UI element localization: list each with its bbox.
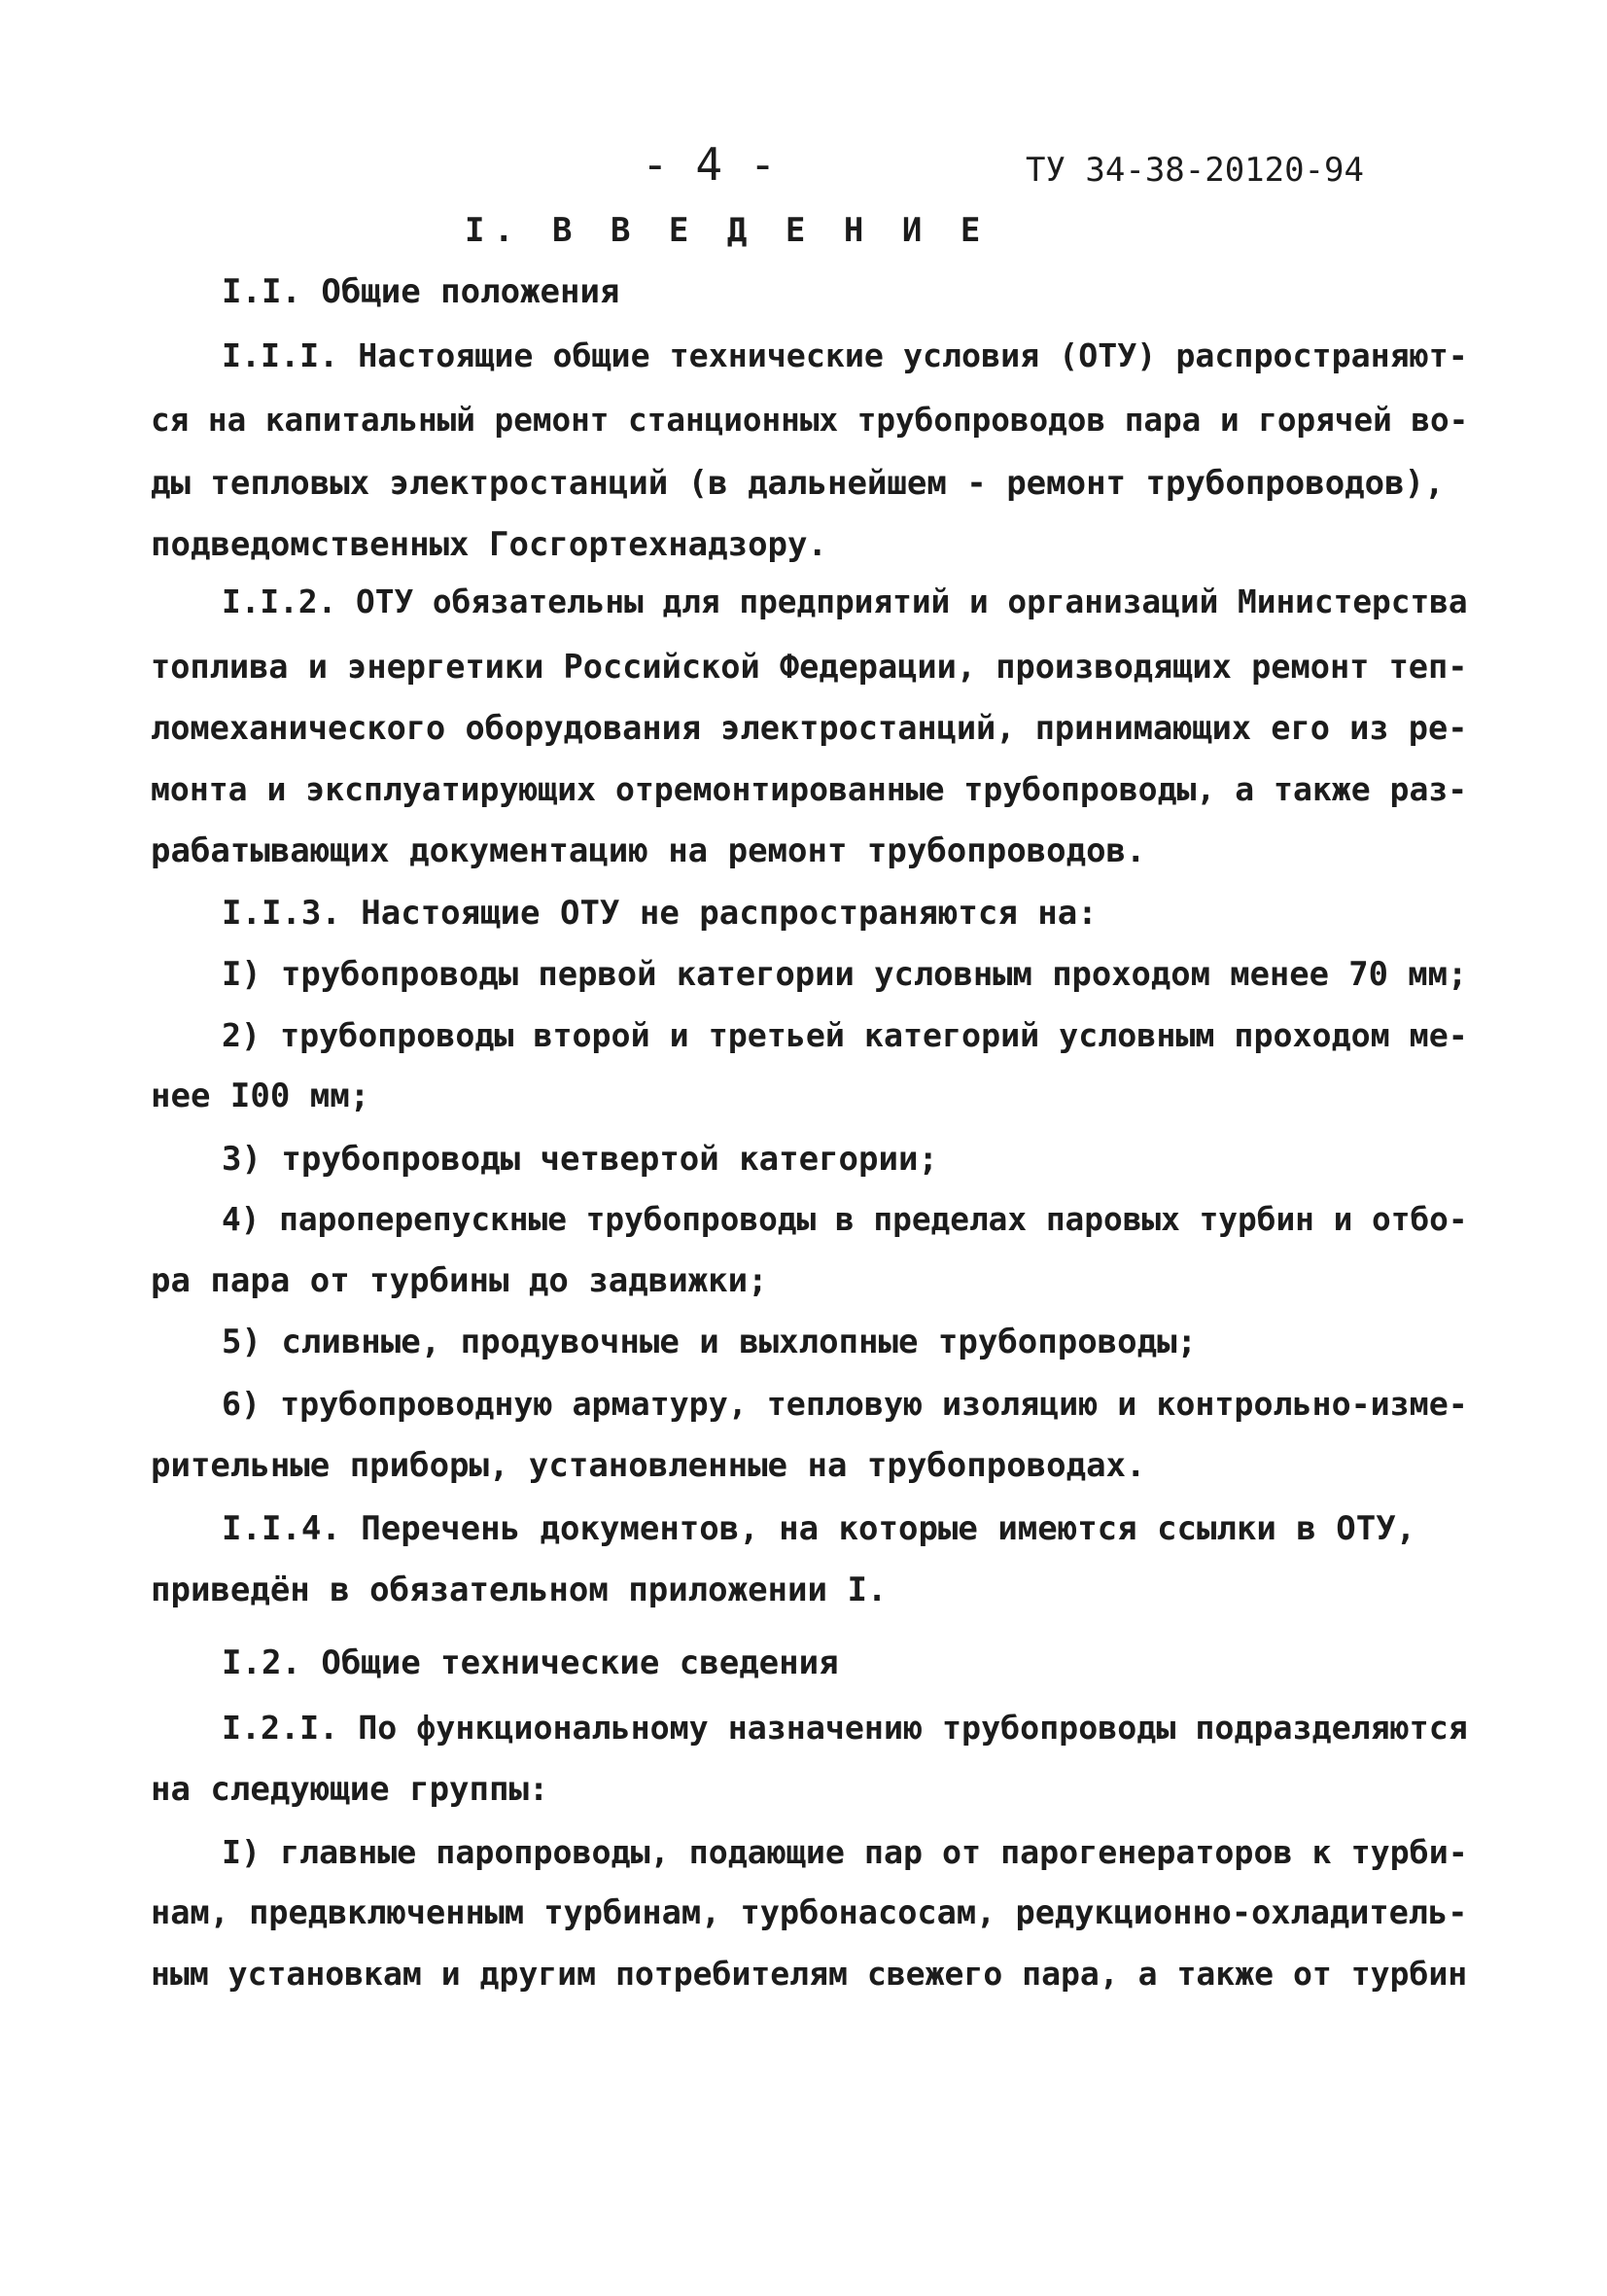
subsection-heading: I.2. Общие технические сведения [222,1643,839,1682]
text-line: I.2.I. По функциональному назначению трубопроводы подразделяются [222,1709,1468,1747]
page-number: - 4 - [642,138,777,191]
text-line: I.I.3. Настоящие ОТУ не распространяются на: [222,894,1098,933]
section-title: I. В В Е Д Е Н И Е [465,211,990,250]
list-item: 4) пароперепускные трубопроводы в пределах паровых турбин и отбо- [222,1201,1468,1238]
text-line: ломеханического оборудования электростанций, принимающих его из ре- [151,709,1468,747]
document-number: ТУ 34-38-20120-94 [1026,151,1364,190]
text-line: рительные приборы, установленные на трубопроводах. [151,1446,1146,1485]
text-line: нам, предвключенным турбинам, турбонасосам, редукционно-охладитель- [151,1893,1468,1931]
text-line: ся на капитальный ремонт станционных трубопроводов пара и горячей во- [151,402,1469,439]
text-line: ра пара от турбины до задвижки; [151,1261,768,1300]
list-item: I) трубопроводы первой категории условным проходом менее 70 мм; [222,955,1468,993]
subsection-heading: I.I. Общие положения [222,272,620,311]
list-item: 2) трубопроводы второй и третьей категорий условным проходом ме- [222,1016,1468,1054]
text-line: I.I.I. Настоящие общие технические условия (ОТУ) распространяют- [222,336,1468,374]
text-line: I.I.4. Перечень документов, на которые имеются ссылки в ОТУ, [222,1509,1416,1548]
list-item: 6) трубопроводную арматуру, тепловую изоляцию и контрольно-изме- [222,1385,1468,1423]
text-line: I.I.2. ОТУ обязательны для предприятий и организаций Министерства [222,583,1468,620]
list-item: 5) сливные, продувочные и выхлопные трубопроводы; [222,1323,1198,1361]
text-line: приведён в обязательном приложении I. [151,1571,888,1609]
list-item: I) главные паропроводы, подающие пар от парогенераторов к турби- [222,1833,1468,1871]
text-line: нее I00 мм; [151,1077,370,1115]
list-item: 3) трубопроводы четвертой категории; [222,1140,938,1179]
text-line: ды тепловых электростанций (в дальнейшем - ремонт трубопроводов), [151,464,1445,503]
text-line: рабатывающих документацию на ремонт трубопроводов. [151,831,1146,870]
text-line: подведомственных Госгортехнадзору. [151,525,827,564]
text-line: монта и эксплуатирующих отремонтированные трубопроводы, а также раз- [151,770,1468,808]
text-line: ным установкам и другим потребителям свежего пара, а также от турбин [151,1955,1468,1993]
text-line: топлива и энергетики Российской Федерации, производящих ремонт теп- [151,648,1468,686]
text-line: на следующие группы: [151,1770,549,1809]
